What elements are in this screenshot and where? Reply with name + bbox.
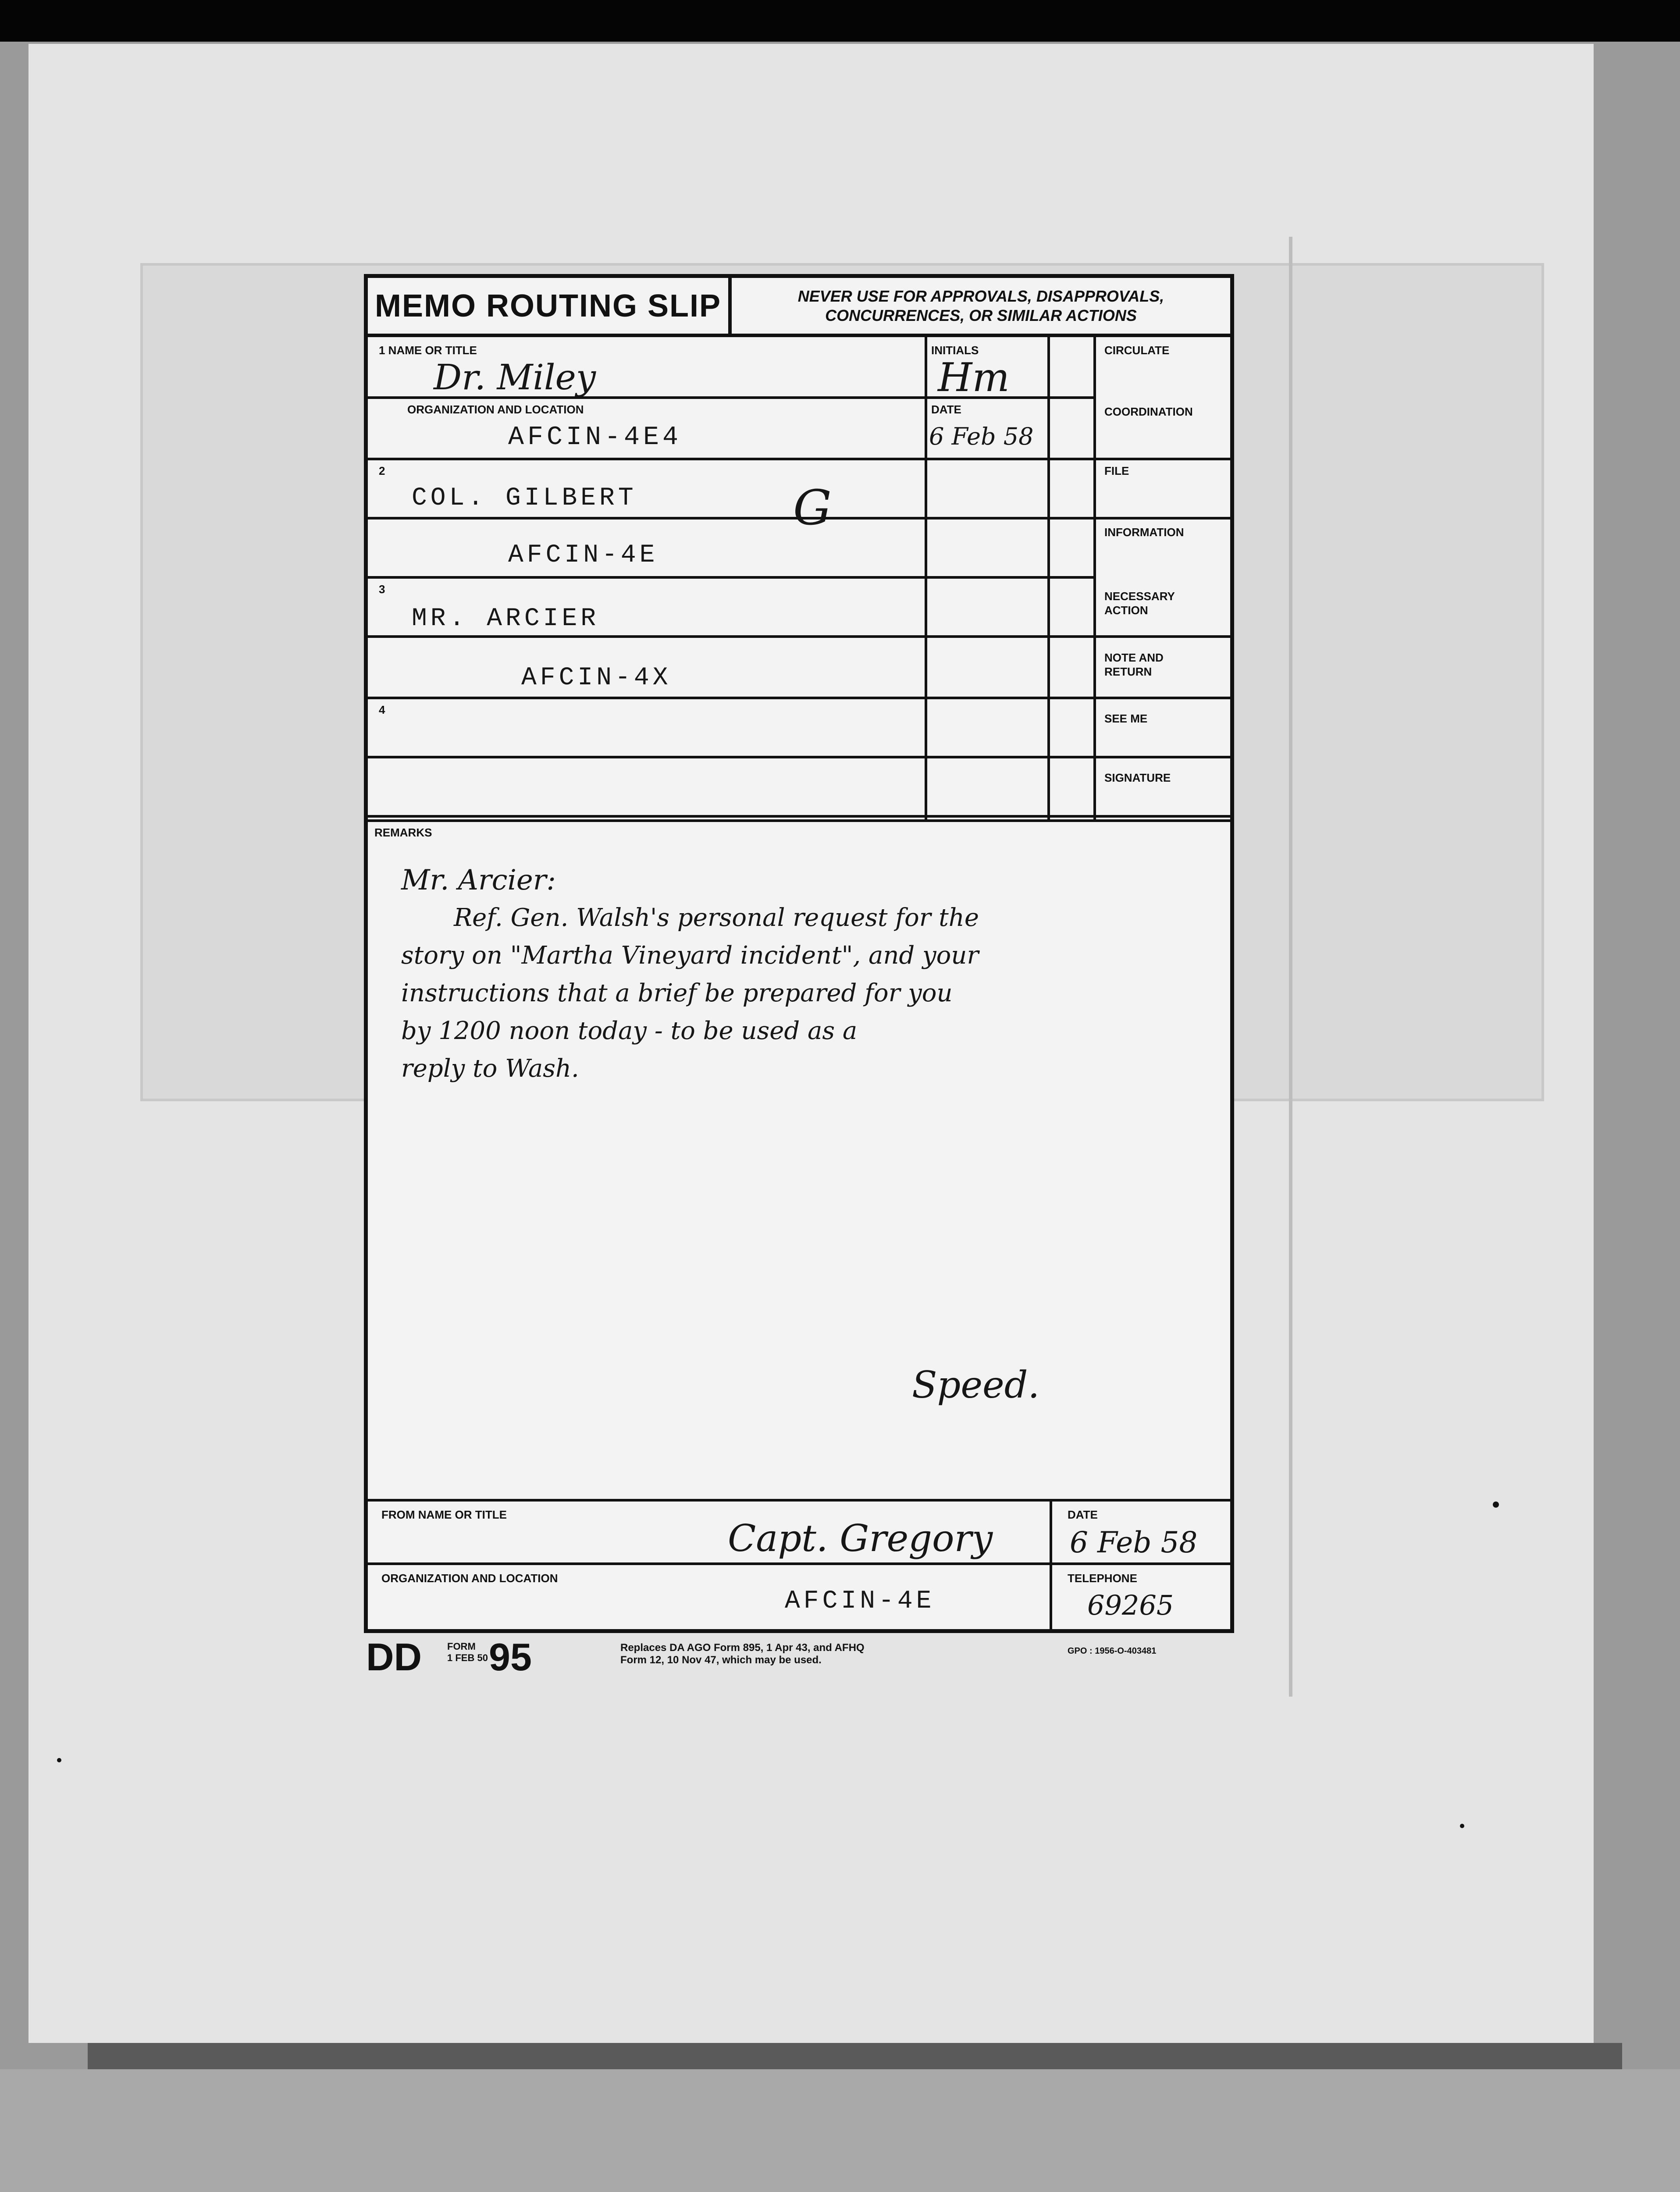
action-coordination: COORDINATION: [1104, 405, 1193, 418]
grid-line: [925, 337, 927, 819]
grid-line: [1050, 1499, 1052, 1630]
from-telephone: 69265: [1087, 1589, 1174, 1621]
remarks-salutation: Mr. Arcier:: [401, 864, 556, 897]
grid-line: [1047, 337, 1050, 819]
scan-speck: [1460, 1824, 1464, 1828]
warning-line-1: NEVER USE FOR APPROVALS, DISAPPROVALS,: [797, 287, 1164, 305]
routing-2-name: COL. GILBERT: [412, 484, 637, 512]
footer-replaces: [620, 1642, 865, 1666]
grid-line: [368, 815, 1230, 818]
label-organization: ORGANIZATION AND LOCATION: [407, 403, 584, 416]
action-necessary-action: NECESSARY ACTION: [1104, 590, 1175, 617]
action-note-and-return: NOTE AND RETURN: [1104, 651, 1164, 678]
footer-gpo: GPO : 1956-O-403481: [1068, 1646, 1157, 1656]
grid-line: [368, 1562, 1230, 1565]
grid-line: [368, 1499, 1230, 1502]
routing-2-org: AFCIN-4E: [508, 541, 658, 569]
routing-1-name: Dr. Miley: [434, 357, 596, 398]
label-row-4: 4: [379, 703, 385, 716]
footer-replaces-line-1: Replaces DA AGO Form 895, 1 Apr 43, and AFHQ: [620, 1642, 865, 1654]
from-name: Capt. Gregory: [728, 1517, 993, 1560]
action-see-me: SEE ME: [1104, 712, 1148, 725]
footer-form-number: 95: [489, 1635, 532, 1679]
footer-form-date: 1 FEB 50: [447, 1652, 488, 1663]
routing-1-initials: Hm: [938, 355, 1010, 401]
remarks-text: [401, 861, 1212, 1088]
action-file: FILE: [1104, 464, 1129, 477]
label-from-date: DATE: [1068, 1508, 1098, 1521]
label-from-name: FROM NAME OR TITLE: [381, 1508, 507, 1521]
grid-line: [368, 819, 1230, 822]
label-date: DATE: [931, 403, 961, 416]
label-row-2: 2: [379, 464, 385, 477]
routing-2-mark: G: [793, 480, 832, 536]
from-org: AFCIN-4E: [785, 1587, 935, 1616]
remarks-line-1: Ref. Gen. Walsh's personal request for the: [454, 904, 979, 932]
remarks-closing: Speed.: [912, 1363, 1040, 1406]
grid-line: [368, 576, 1096, 579]
action-circulate: CIRCULATE: [1104, 344, 1170, 357]
remarks-line-2: story on "Martha Vineyard incident", and your: [401, 941, 979, 970]
label-initials: INITIALS: [931, 344, 979, 357]
label-remarks: REMARKS: [374, 826, 432, 839]
routing-1-date: 6 Feb 58: [929, 423, 1034, 450]
scan-border-top: [0, 0, 1680, 42]
form-warning: [732, 278, 1230, 337]
grid-line: [368, 635, 1230, 638]
scan-speck: [1493, 1502, 1499, 1508]
scan-background: [0, 2069, 1680, 2192]
routing-1-org: AFCIN-4E4: [508, 423, 682, 452]
remarks-line-3: instructions that a brief be prepared for you: [401, 979, 953, 1007]
footer-dd: DD: [366, 1635, 422, 1679]
label-from-org: ORGANIZATION AND LOCATION: [381, 1572, 558, 1585]
form-title: MEMO ROUTING SLIP: [368, 278, 732, 337]
label-row-3: 3: [379, 583, 385, 596]
form-footer: [366, 1637, 1243, 1677]
remarks-line-4: by 1200 noon today - to be used as a: [401, 1017, 858, 1045]
grid-line: [368, 458, 1230, 460]
footer-form-label: FORM: [447, 1641, 476, 1652]
action-signature: SIGNATURE: [1104, 771, 1171, 784]
grid-line: [368, 756, 1230, 758]
footer-replaces-line-2: Form 12, 10 Nov 47, which may be used.: [620, 1654, 822, 1666]
paper-shadow: [88, 2043, 1622, 2069]
warning-line-2: CONCURRENCES, OR SIMILAR ACTIONS: [825, 306, 1137, 324]
action-information: INFORMATION: [1104, 526, 1184, 539]
label-telephone: TELEPHONE: [1068, 1572, 1137, 1585]
from-date: 6 Feb 58: [1070, 1526, 1198, 1559]
grid-line: [368, 697, 1230, 699]
routing-3-org: AFCIN-4X: [521, 664, 672, 692]
remarks-line-5: reply to Wash.: [401, 1054, 579, 1083]
label-name-or-title: 1 NAME OR TITLE: [379, 344, 477, 357]
scan-speck: [57, 1758, 61, 1762]
routing-3-name: MR. ARCIER: [412, 605, 600, 633]
underlying-document-edge: [1289, 237, 1292, 1697]
footer-form-id: [447, 1641, 488, 1664]
grid-line: [1093, 337, 1096, 819]
